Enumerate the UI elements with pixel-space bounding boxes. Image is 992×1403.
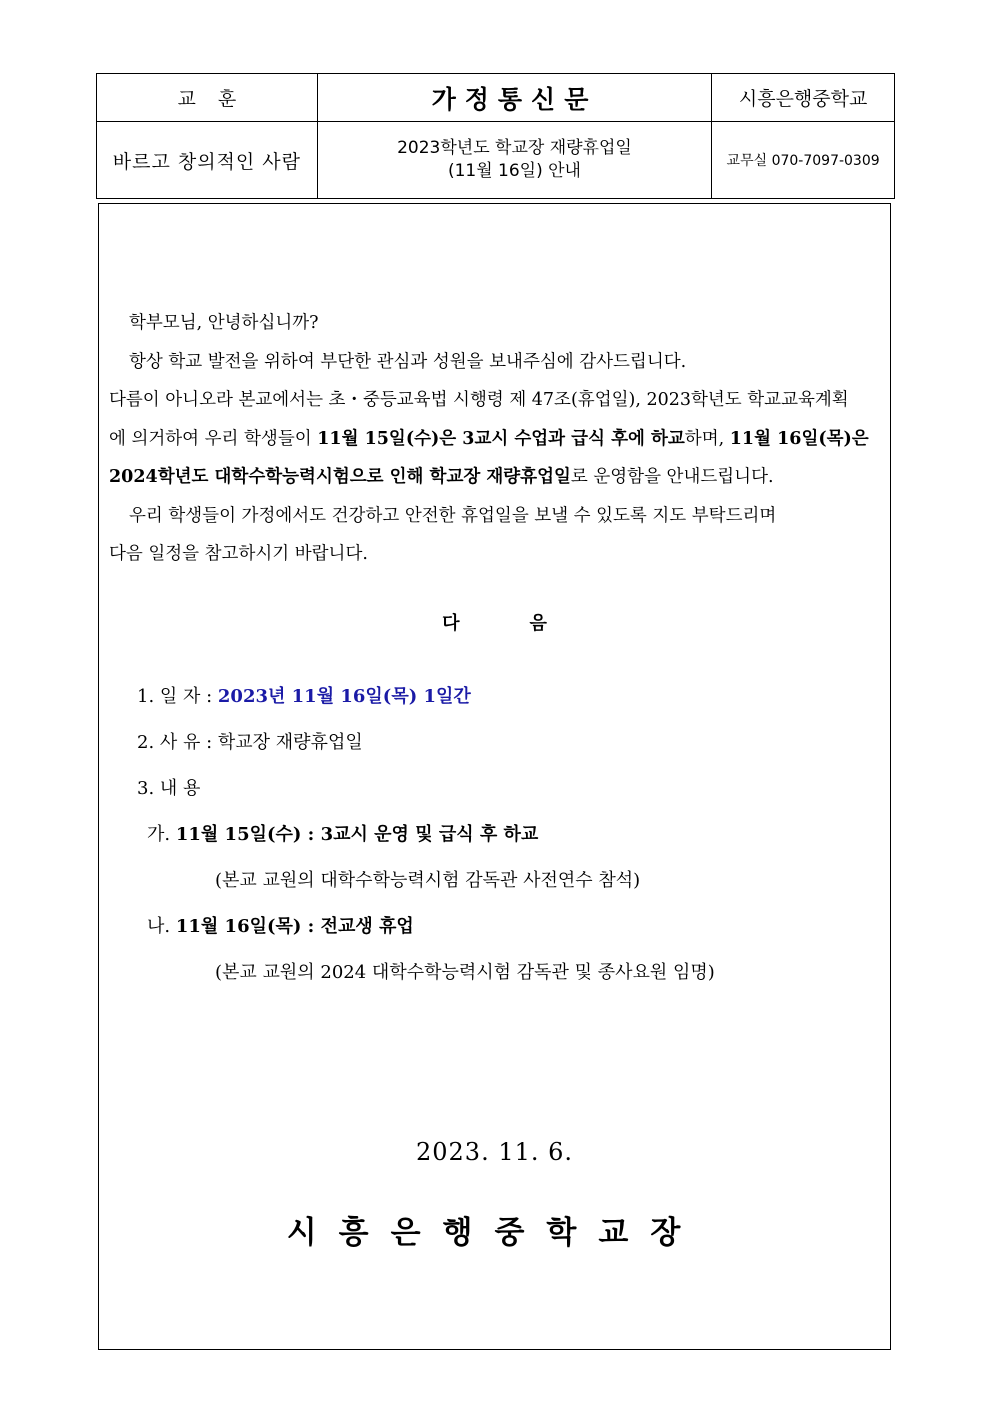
motto-label: 교훈	[97, 74, 318, 122]
paragraph-line: 에 의거하여 우리 학생들이 11월 15일(수)은 3교시 수업과 급식 후에 하교하며, 11월 16일(목)은	[109, 428, 869, 449]
issue-date: 2023. 11. 6.	[415, 1138, 574, 1166]
intro-paragraphs	[109, 304, 885, 574]
school-name: 시흥은행중학교	[712, 74, 895, 122]
school-motto: 바르고 창의적인 사람	[97, 122, 318, 199]
paragraph-line: 2024학년도 대학수학능력시험으로 인해 학교장 재량휴업일로 운영함을 안내드립니다.	[109, 467, 774, 487]
letter-body	[98, 203, 891, 1350]
thanks-line: 항상 학교 발전을 위하여 부단한 관심과 성원을 보내주심에 감사드립니다.	[129, 351, 687, 372]
paragraph-line: 다음 일정을 참고하시기 바랍니다.	[109, 544, 368, 564]
principal-signature: 시흥은행중학교장	[286, 1215, 703, 1251]
paragraph-line: 우리 학생들이 가정에서도 건강하고 안전한 휴업일을 보낼 수 있도록 지도 부탁드리며	[129, 505, 777, 526]
subject-cell	[317, 122, 711, 199]
sub-item-b: 나. 11월 16일(목) : 전교생 휴업	[147, 916, 414, 937]
item-content: 3. 내 용	[137, 778, 201, 799]
document-title: 가정통신문	[317, 74, 711, 122]
header-table	[96, 73, 895, 199]
notice-heading: 다 음	[442, 613, 547, 634]
subject-line-1: 2023학년도 학교장 재량휴업일	[397, 138, 632, 158]
sub-item-a: 가. 11월 15일(수) : 3교시 운영 및 급식 후 하교	[147, 824, 539, 845]
paragraph-line: 다름이 아니오라 본교에서는 초・중등교육법 시행령 제 47조(휴업일), 2023학년도 학교교육계획	[109, 390, 849, 410]
subject-line-2: (11월 16일) 안내	[447, 161, 581, 181]
item-reason: 2. 사 유 : 학교장 재량휴업일	[137, 732, 363, 753]
contact-info: 교무실 070-7097-0309	[712, 122, 895, 199]
greeting: 학부모님, 안녕하십니까?	[129, 313, 319, 333]
sub-item-a-note: (본교 교원의 대학수학능력시험 감독관 사전연수 참석)	[215, 870, 641, 891]
item-date: 1. 일 자 : 2023년 11월 16일(목) 1일간	[137, 686, 471, 707]
sub-item-b-note: (본교 교원의 2024 대학수학능력시험 감독관 및 종사요원 임명)	[215, 962, 715, 983]
